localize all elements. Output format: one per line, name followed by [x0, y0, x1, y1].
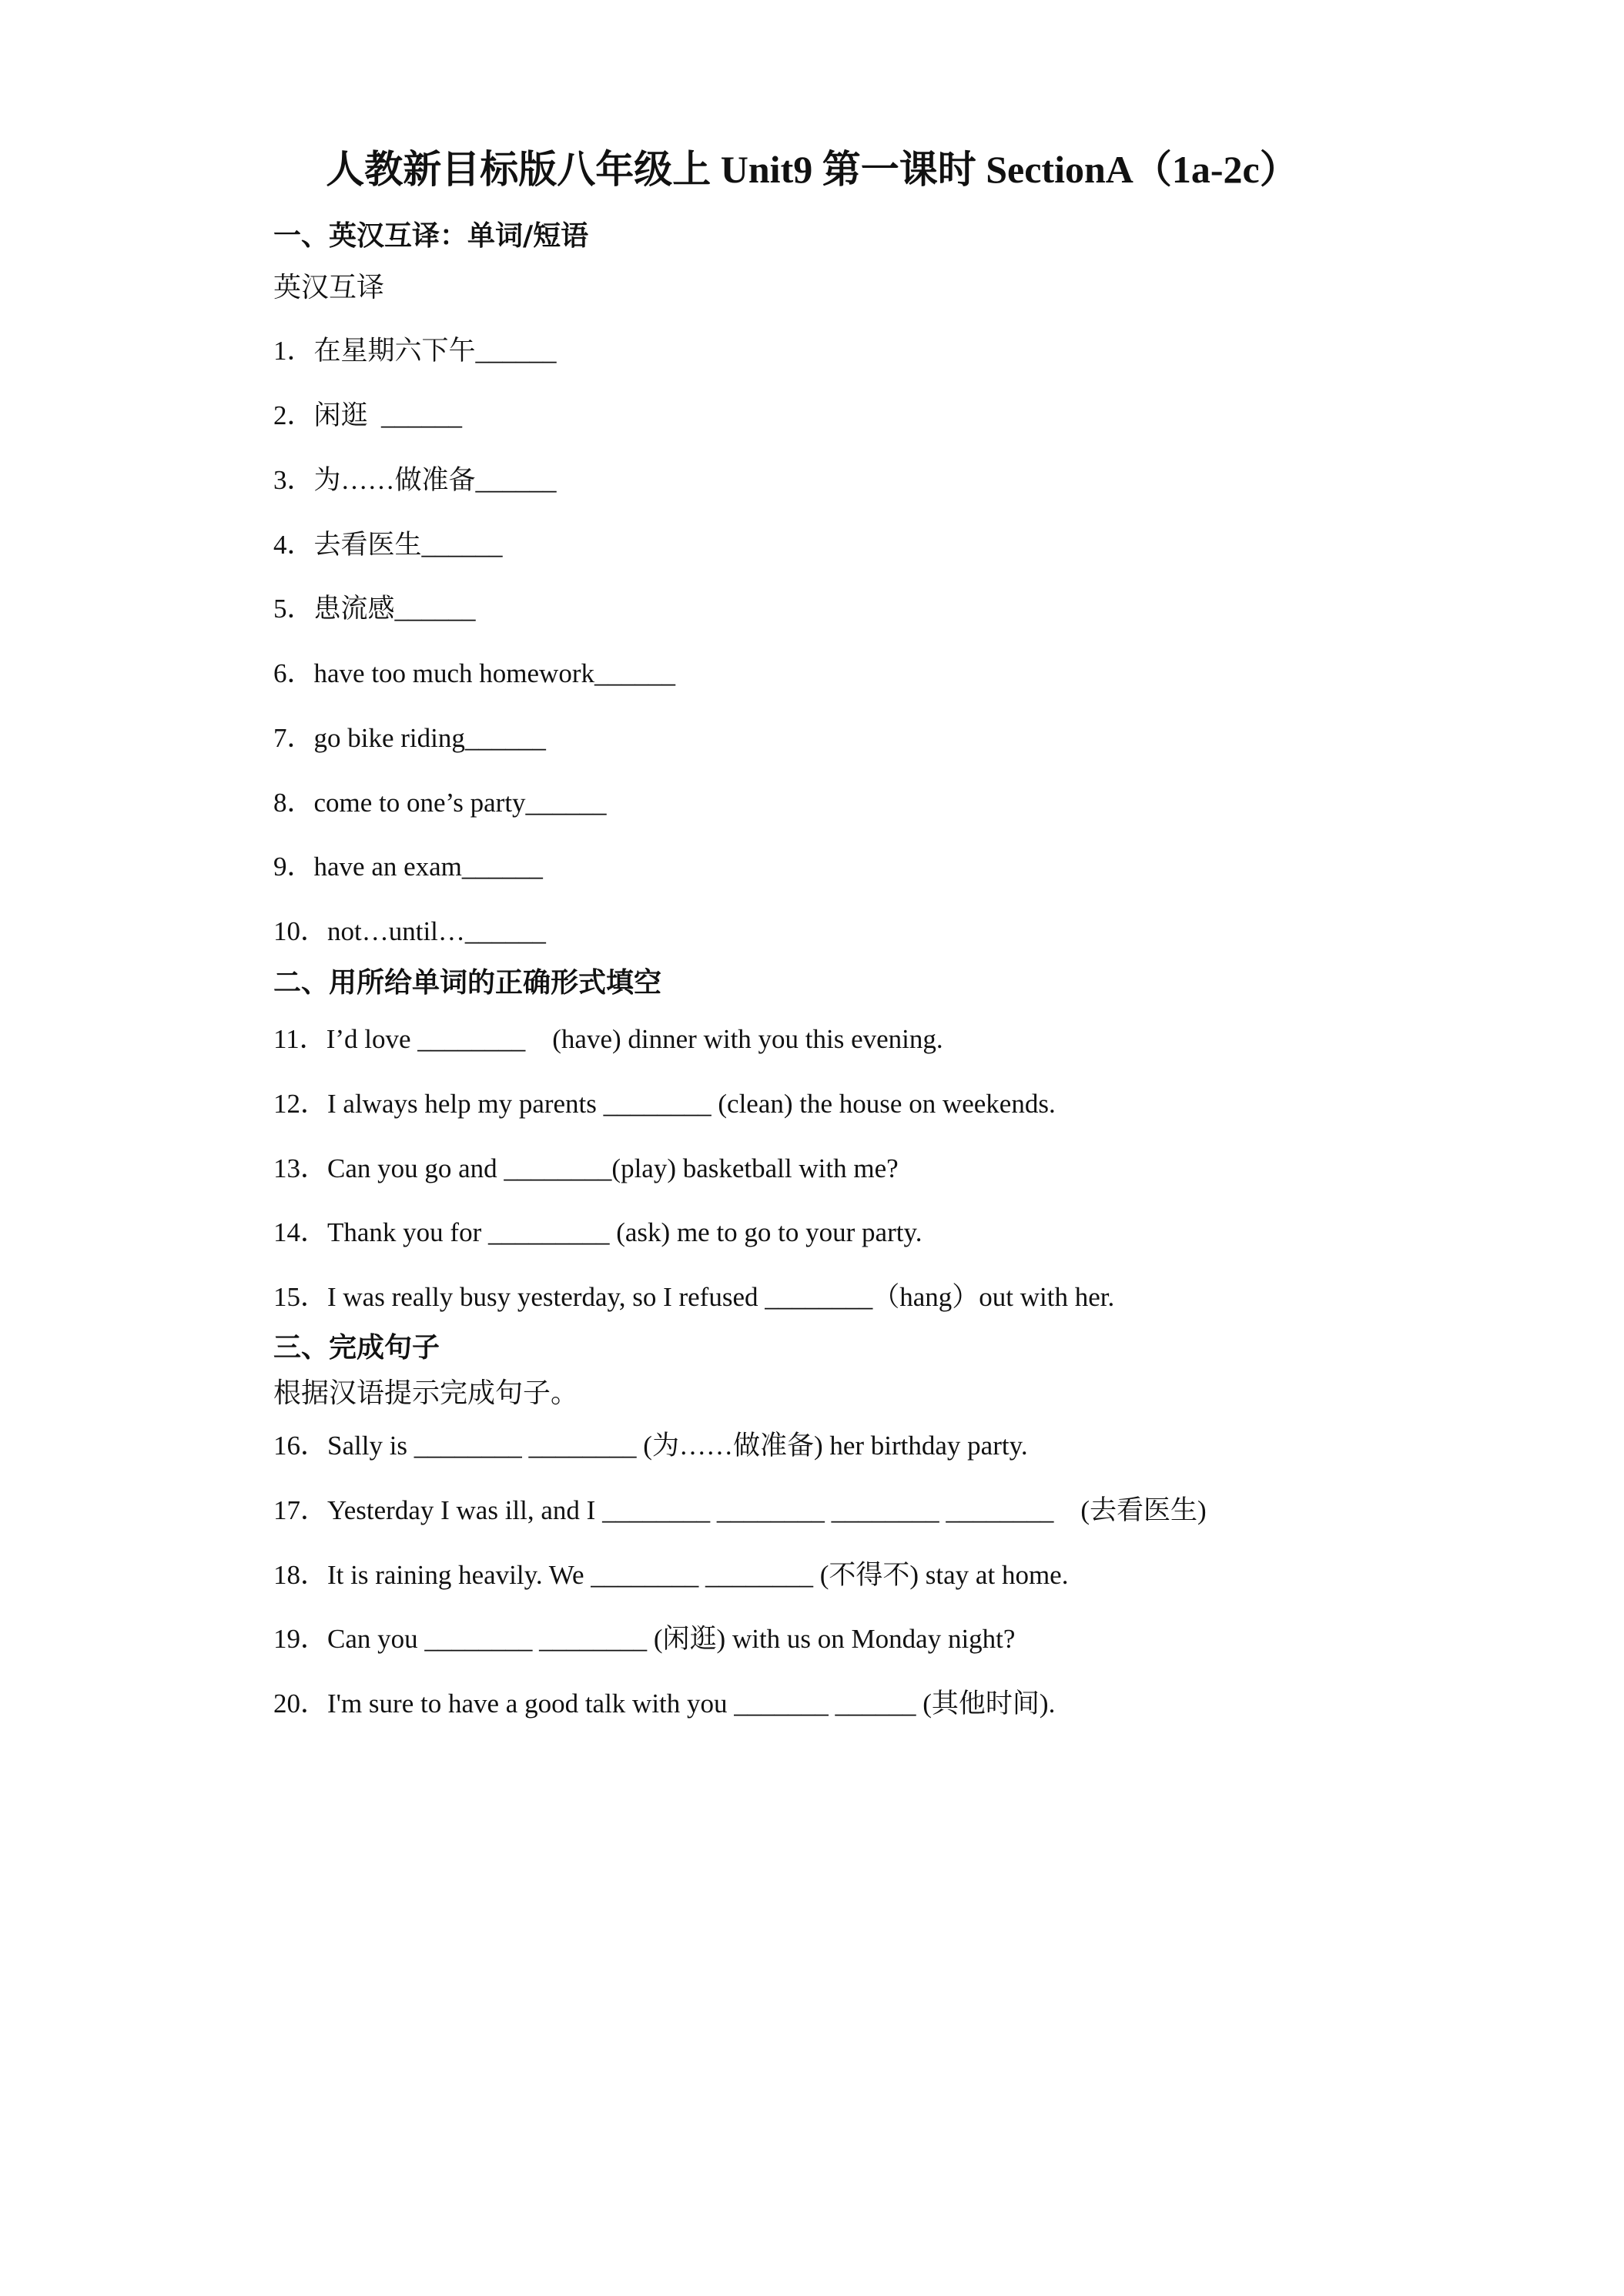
question-18: 18．It is raining heavily. We ________ ________ (不得不) stay at home.: [273, 1560, 1069, 1590]
section1-instruction: 英汉互译: [273, 272, 385, 303]
question-13: 13．Can you go and ________(play) basketball with me?: [273, 1153, 899, 1183]
question-14: 14．Thank you for _________ (ask) me to go to your party.: [273, 1217, 922, 1247]
section3-instruction: 根据汉语提示完成句子。: [273, 1377, 579, 1409]
question-8: 8．come to one’s party______: [273, 788, 607, 818]
question-9: 9．have an exam______: [273, 852, 543, 882]
section3-heading: 三、完成句子: [273, 1332, 440, 1364]
question-16: 16．Sally is ________ ________ (为……做准备) her birthday party.: [273, 1431, 1028, 1461]
question-4: 4．去看医生______: [273, 530, 503, 560]
question-19: 19．Can you ________ ________ (闲逛) with us on Monday night?: [273, 1624, 1016, 1654]
question-10: 10．not…until…______: [273, 916, 546, 946]
section1-heading: 一、英汉互译：单词/短语: [273, 220, 589, 252]
page-title: 人教新目标版八年级上 Unit9 第一课时 SectionA（1a-2c）: [326, 148, 1298, 191]
question-7: 7．go bike riding______: [273, 723, 546, 753]
question-5: 5．患流感______: [273, 594, 476, 624]
question-2: 2．闲逛 ______: [273, 400, 463, 430]
question-12: 12．I always help my parents ________ (clean) the house on weekends.: [273, 1089, 1056, 1119]
question-15: 15．I was really busy yesterday, so I refused ________（hang）out with her.: [273, 1282, 1115, 1312]
question-17: 17．Yesterday I was ill, and I ________ ________ ________ ________ (去看医生): [273, 1495, 1207, 1525]
question-3: 3．为……做准备______: [273, 465, 557, 495]
question-11: 11．I’d love ________ (have) dinner with you this evening.: [273, 1024, 943, 1054]
question-6: 6．have too much homework______: [273, 658, 675, 688]
section2-heading: 二、用所给单词的正确形式填空: [273, 967, 662, 999]
question-20: 20．I'm sure to have a good talk with you _______ ______ (其他时间).: [273, 1689, 1056, 1719]
question-1: 1．在星期六下午______: [273, 336, 557, 366]
